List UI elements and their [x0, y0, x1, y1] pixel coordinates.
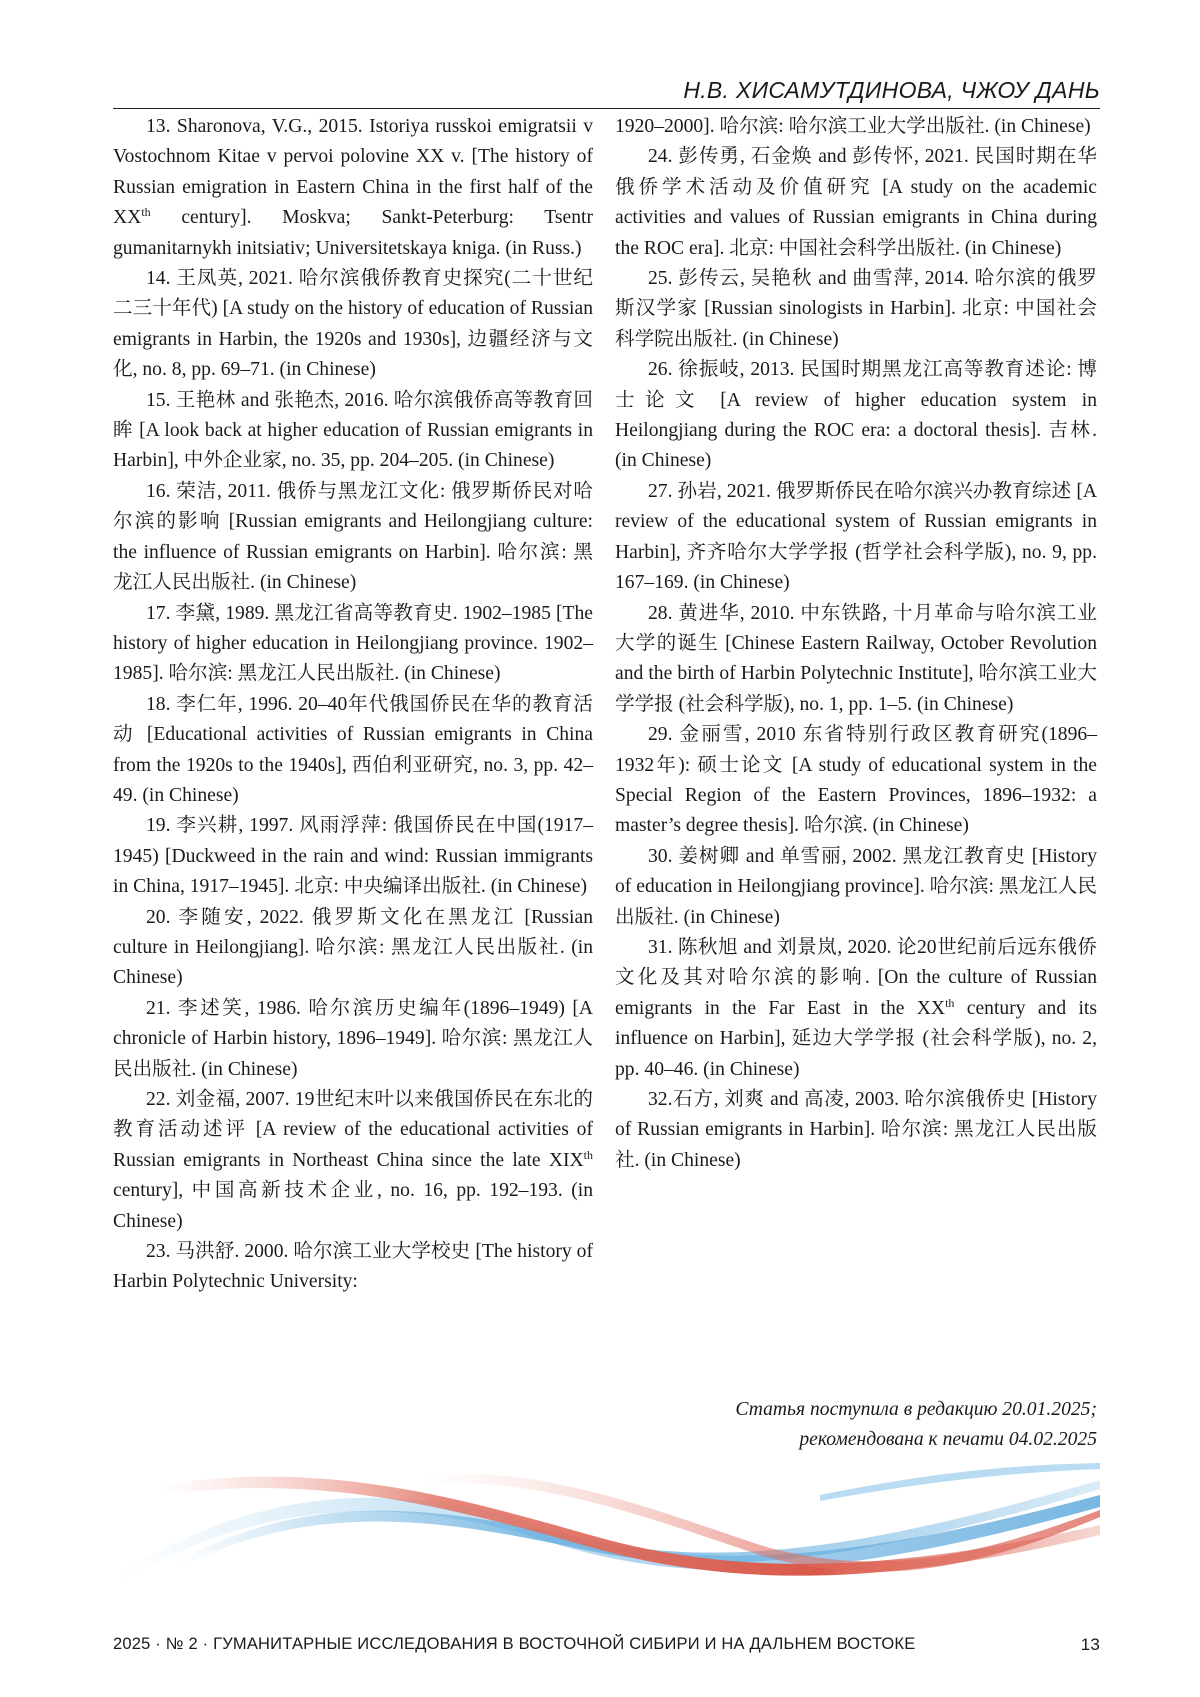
- reference-entry: 31. 陈秋旭 and 刘景岚, 2020. 论20世纪前后远东俄侨文化及其对哈尔滨的影响. [On the culture of Russian emigrants in the Far East in the XXth century and its influence on Harbin], 延边大学学报 (社会科学版), no. 2, pp. 40–46. (in Chinese): [615, 936, 1097, 1080]
- decorative-wave: [120, 1455, 1100, 1590]
- reference-entry: 17. 李黛, 1989. 黑龙江省高等教育史. 1902–1985 [The history of higher education in Heilongjiang province. 1902–1985]. 哈尔滨: 黑龙江人民出版社. (in Chinese): [113, 602, 593, 685]
- references-column-right: [615, 112, 1097, 1176]
- recommended-date: рекомендована к печати 04.02.2025: [799, 1429, 1097, 1450]
- page-footer: [113, 1635, 1100, 1655]
- reference-entry: 19. 李兴耕, 1997. 风雨浮萍: 俄国侨民在中国(1917–1945) [Duckweed in the rain and wind: Russian immigrants in China, 1917–1945]. 北京: 中央编译出版社. (in Chinese): [113, 815, 593, 898]
- running-head-authors: Н.В. ХИСАМУТДИНОВА, ЧЖОУ ДАНЬ: [683, 77, 1100, 103]
- reference-entry: 32.石方, 刘爽 and 高凌, 2003. 哈尔滨俄侨史 [History of Russian emigrants in Harbin]. 哈尔滨: 黑龙江人民出版社. (in Chinese): [615, 1089, 1097, 1171]
- running-head: [113, 74, 1100, 109]
- reference-entry: 30. 姜树卿 and 单雪丽, 2002. 黑龙江教育史 [History of education in Heilongjiang province]. 哈尔滨: 黑龙江人民出版社. (in Chinese): [615, 845, 1097, 928]
- reference-entry: 27. 孙岩, 2021. 俄罗斯侨民在哈尔滨兴办教育综述 [A review of the educational system of Russian emigrants in Harbin], 齐齐哈尔大学学报 (哲学社会科学版), no. 9, pp. 167–169. (in Chinese): [615, 480, 1097, 594]
- reference-entry: 21. 李述笑, 1986. 哈尔滨历史编年(1896–1949) [A chronicle of Harbin history, 1896–1949]. 哈尔滨: 黑龙江人民出版社. (in Chinese): [113, 997, 593, 1080]
- reference-entry: 26. 徐振岐, 2013. 民国时期黑龙江高等教育述论: 博士论文 [A review of higher education system in Heilongjiang during the ROC era: a doctoral thesis]. 吉林. (in Chinese): [615, 359, 1097, 472]
- reference-entry: 29. 金丽雪, 2010 东省特别行政区教育研究(1896–1932年): 硕士论文 [A study of educational system in the Special Region of the Eastern Provinces, 1896–1932: a master’s degree thesis]. 哈尔滨. (in Chinese): [615, 724, 1097, 837]
- reference-entry: 1920–2000]. 哈尔滨: 哈尔滨工业大学出版社. (in Chinese): [615, 116, 1091, 137]
- references-column-left: [113, 112, 593, 1298]
- reference-entry: 15. 王艳林 and 张艳杰, 2016. 哈尔滨俄侨高等教育回眸 [A look back at higher education of Russian emigrants in Harbin], 中外企业家, no. 35, pp. 204–205. (in Chinese): [113, 389, 593, 472]
- page-number: 13: [1080, 1635, 1100, 1654]
- reference-entry: 13. Sharonova, V.G., 2015. Istoriya russkoi emigratsii v Vostochnom Kitae v pervoi polovine XX v. [The history of Russian emigration in Eastern China in the first half of the XXth century]. Moskva; Sankt-Peterburg: Tsentr gumanitarnykh initsiativ; Universitetskaya kniga. (in Russ.): [113, 116, 593, 259]
- received-date: Статья поступила в редакцию 20.01.2025;: [735, 1399, 1097, 1420]
- reference-entry: 23. 马洪舒. 2000. 哈尔滨工业大学校史 [The history of Harbin Polytechnic University:: [113, 1241, 593, 1293]
- reference-entry: 28. 黄进华, 2010. 中东铁路, 十月革命与哈尔滨工业大学的诞生 [Chinese Eastern Railway, October Revolution and the birth of Harbin Polytechnic Institute], 哈尔滨工业大学学报 (社会科学版), no. 1, pp. 1–5. (in Chinese): [615, 602, 1097, 715]
- reference-entry: 14. 王凤英, 2021. 哈尔滨俄侨教育史探究(二十世纪二三十年代) [A study on the history of education of Russian emigrants in Harbin, the 1920s and 1930s], 边疆经济与文化, no. 8, pp. 69–71. (in Chinese): [113, 268, 593, 381]
- journal-title: 2025 · № 2 · ГУМАНИТАРНЫЕ ИССЛЕДОВАНИЯ В ВОСТОЧНОЙ СИБИРИ И НА ДАЛЬНЕМ ВОСТОКЕ: [113, 1635, 916, 1653]
- reference-entry: 25. 彭传云, 吴艳秋 and 曲雪萍, 2014. 哈尔滨的俄罗斯汉学家 [Russian sinologists in Harbin]. 北京: 中国社会科学院出版社. (in Chinese): [615, 268, 1097, 350]
- reference-entry: 16. 荣洁, 2011. 俄侨与黑龙江文化: 俄罗斯侨民对哈尔滨的影响 [Russian emigrants and Heilongjiang culture: the influence of Russian emigrants on Harbin]. 哈尔滨: 黑龙江人民出版社. (in Chinese): [113, 480, 593, 594]
- received-note: [615, 1395, 1097, 1455]
- reference-entry: 24. 彭传勇, 石金焕 and 彭传怀, 2021. 民国时期在华俄侨学术活动及价值研究 [A study on the academic activities and values of Russian emigrants in China during the ROC era]. 北京: 中国社会科学出版社. (in Chinese): [615, 146, 1097, 259]
- reference-entry: 22. 刘金福, 2007. 19世纪末叶以来俄国侨民在东北的教育活动述评 [A review of the educational activities of Russian emigrants in Northeast China since the late XIXth century], 中国高新技术企业, no. 16, pp. 192–193. (in Chinese): [113, 1089, 593, 1232]
- reference-entry: 18. 李仁年, 1996. 20–40年代俄国侨民在华的教育活动 [Educational activities of Russian emigrants in China from the 1920s to the 1940s], 西伯利亚研究, no. 3, pp. 42–49. (in Chinese): [113, 693, 593, 806]
- reference-entry: 20. 李随安, 2022. 俄罗斯文化在黑龙江 [Russian culture in Heilongjiang]. 哈尔滨: 黑龙江人民出版社. (in Chinese): [113, 906, 593, 989]
